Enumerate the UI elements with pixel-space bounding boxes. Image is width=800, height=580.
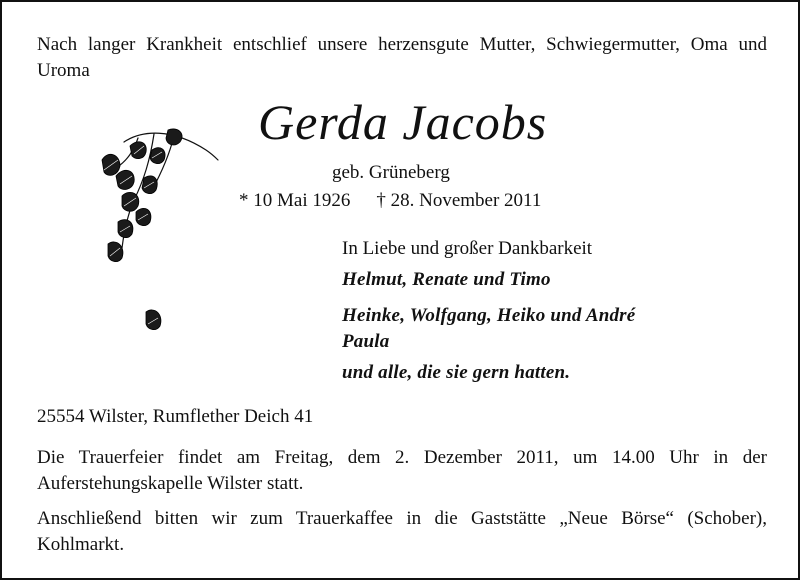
life-dates (239, 188, 541, 214)
family-line: Heinke, Wolfgang, Heiko und André (342, 305, 636, 326)
funeral-info: Die Trauerfeier findet am Freitag, dem 2. Dezember 2011, um 14.00 Uhr in der Auferstehungskapelle Wilster statt. (37, 447, 767, 494)
thanks-line: In Liebe und großer Dankbarkeit (342, 238, 593, 259)
family-line: und alle, die sie gern hatten. (342, 362, 571, 383)
leaf-branch-illustration (94, 120, 224, 350)
birth-date: * 10 Mai 1926 (239, 190, 351, 211)
death-date: † 28. November 2011 (376, 190, 542, 211)
birth-name: geb. Grüneberg (332, 162, 450, 183)
family-line: Paula (342, 331, 390, 352)
deceased-name: Gerda Jacobs (258, 94, 548, 150)
address: 25554 Wilster, Rumflether Deich 41 (37, 406, 314, 427)
family-line: Helmut, Renate und Timo (342, 269, 551, 290)
reception-info: Anschließend bitten wir zum Trauerkaffee in die Gaststätte „Neue Börse“ (Schober), Kohlmarkt. (37, 508, 767, 555)
intro-text: Nach langer Krankheit entschlief unsere herzensgute Mutter, Schwiegermutter, Oma und Uroma (37, 34, 767, 81)
